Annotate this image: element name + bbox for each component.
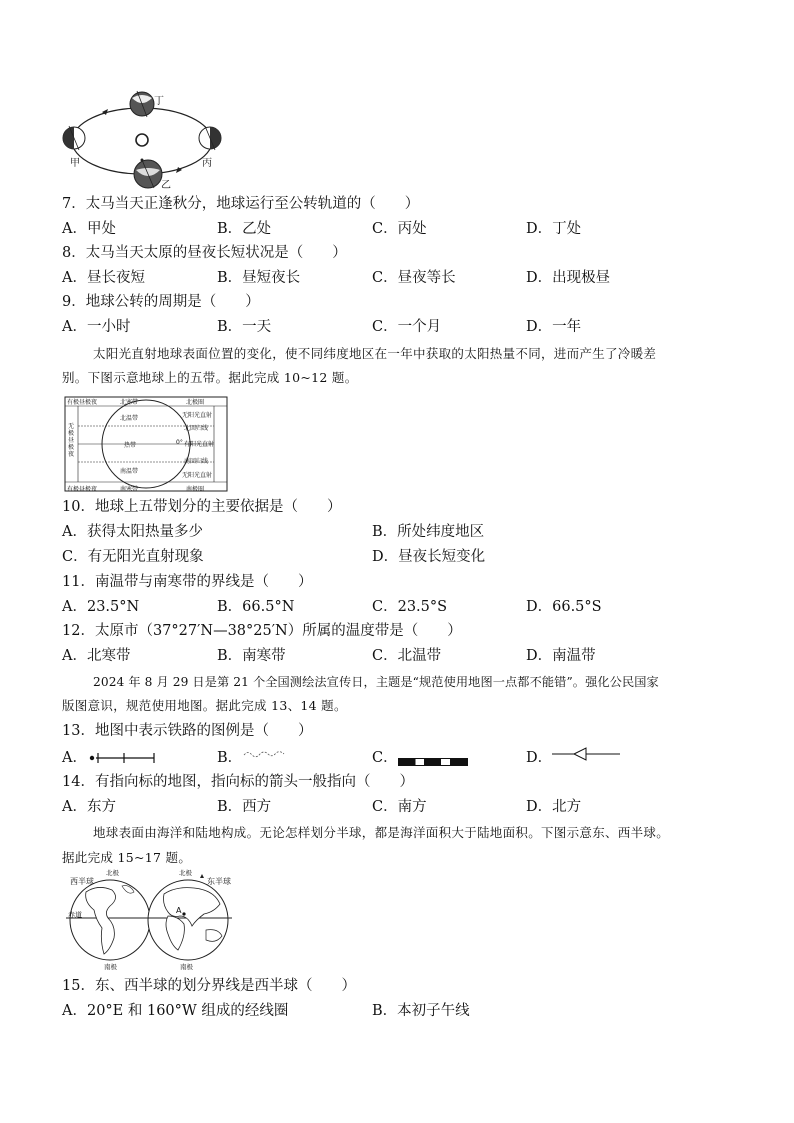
q9-option-c[interactable]: C．一个月 (372, 319, 442, 335)
q12-option-d[interactable]: D．南温带 (526, 648, 596, 664)
zone-antarctic: 南极圈 (186, 486, 205, 493)
q12-stem: 12．太原市（37°27′N—38°25′N）所属的温度带是（ ） (62, 623, 462, 639)
q14-option-c[interactable]: C．南方 (372, 799, 427, 815)
q11-option-c[interactable]: C．23.5°S (372, 599, 448, 615)
orbit-label-yi: 乙 (161, 180, 171, 191)
orbit-label-jia: 甲 (70, 158, 80, 169)
q14-option-d[interactable]: D．北方 (526, 799, 582, 815)
q7-option-c[interactable]: C．丙处 (372, 221, 427, 237)
q14-option-a[interactable]: A．东方 (62, 799, 116, 815)
q8-option-d[interactable]: D．出现极昼 (526, 270, 611, 286)
intro-paragraph-2-line1: 2024 年 8 月 29 日是第 21 个全国测绘法宣传日，主题是“规范使用地图一点都不能错”。强化公民国家 (93, 675, 659, 689)
hemi-south-pole-west: 南极 (104, 963, 117, 971)
zone-north-temperate: 北温带 (120, 415, 139, 422)
zone-tropic-capricorn: 南回归线 (184, 458, 209, 465)
q7-option-d[interactable]: D．丁处 (526, 221, 582, 237)
q8-option-c[interactable]: C．昼夜等长 (372, 270, 456, 286)
q9-stem: 9．地球公转的周期是（ ） (62, 294, 260, 310)
zone-arctic: 北极圈 (186, 399, 205, 406)
legend-c-symbol (398, 752, 468, 771)
hemi-west-label: 西半球 (70, 877, 94, 886)
hemi-east-label: 东半球 (207, 877, 231, 886)
hemi-north-pole-west: 北极 (106, 869, 119, 877)
q13-option-b[interactable]: B． (217, 750, 243, 766)
q9-option-d[interactable]: D．一年 (526, 319, 582, 335)
legend-b-symbol (242, 746, 286, 765)
zone-north-frigid: 北寒带 (120, 399, 139, 406)
q7-option-b[interactable]: B．乙处 (217, 221, 272, 237)
legend-d-symbol (550, 746, 622, 766)
q7-option-a[interactable]: A．甲处 (62, 221, 116, 237)
hemi-south-pole-east: 南极 (180, 963, 193, 971)
q8-stem: 8．太马当天太原的昼夜长短状况是（ ） (62, 245, 347, 261)
q11-option-b[interactable]: B．66.5°N (217, 599, 295, 615)
q15-option-a[interactable]: A．20°E 和 160°W 组成的经线圈 (62, 1003, 289, 1019)
hemi-equator-label: 赤道 (68, 911, 82, 919)
q13-option-c[interactable]: C． (372, 750, 398, 766)
intro-paragraph-3-line2: 据此完成 15~17 题。 (62, 850, 192, 865)
q9-option-b[interactable]: B．一天 (217, 319, 272, 335)
orbit-label-bing: 丙 (202, 158, 212, 169)
q12-option-c[interactable]: C．北温带 (372, 648, 442, 664)
q10-option-b[interactable]: B．所处纬度地区 (372, 524, 485, 540)
q10-stem: 10．地球上五带划分的主要依据是（ ） (62, 499, 342, 515)
intro-paragraph-2-line2: 版图意识，规范使用地图。据此完成 13、14 题。 (62, 698, 347, 713)
zone-south-temperate: 南温带 (120, 468, 139, 475)
q13-option-a[interactable]: A． (62, 750, 87, 766)
q15-stem: 15．东、西半球的划分界线是西半球（ ） (62, 978, 356, 994)
q14-option-b[interactable]: B．西方 (217, 799, 272, 815)
q11-stem: 11．南温带与南寒带的界线是（ ） (62, 574, 313, 590)
q14-stem: 14．有指向标的地图，指向标的箭头一般指向（ ） (62, 774, 414, 790)
q12-option-a[interactable]: A．北寒带 (62, 648, 131, 664)
q8-option-a[interactable]: A．昼长夜短 (62, 270, 145, 286)
zone-side: 无极昼极夜 (68, 423, 75, 458)
q10-option-d[interactable]: D．昼夜长短变化 (372, 549, 486, 565)
hemi-point-a: A (176, 906, 182, 915)
zone-south-frigid: 南寒带 (120, 486, 139, 493)
q11-option-d[interactable]: D．66.5°S (526, 599, 602, 615)
zone-bottom-left: 有极昼极夜 (67, 486, 98, 493)
orbit-figure (62, 86, 232, 194)
intro-paragraph-3-line1: 地球表面由海洋和陆地构成。无论怎样划分半球，都是海洋面积大于陆地面积。下图示意东、西半球。 (93, 825, 670, 840)
q15-option-b[interactable]: B．本初子午线 (372, 1003, 470, 1019)
q10-option-c[interactable]: C．有无阳光直射现象 (62, 549, 204, 565)
zone-equator: 0° (176, 439, 183, 446)
zone-tropic: 热带 (124, 442, 137, 449)
q10-option-a[interactable]: A．获得太阳热量多少 (62, 524, 203, 540)
zone-no-direct-s: 无阳光直射 (182, 472, 213, 479)
intro-paragraph-1-line1: 太阳光直射地球表面位置的变化，使不同纬度地区在一年中获取的太阳热量不同，进而产生了冷暖差 (93, 346, 657, 361)
legend-a-symbol (88, 750, 158, 769)
q7-stem: 7．太马当天正逢秋分，地球运行至公转轨道的（ ） (62, 196, 420, 212)
q13-stem: 13．地图中表示铁路的图例是（ ） (62, 723, 313, 739)
q13-option-d[interactable]: D． (526, 750, 553, 766)
q12-option-b[interactable]: B．南寒带 (217, 648, 286, 664)
orbit-label-ding: 丁 (154, 96, 164, 107)
zone-tropic-cancer: 北回归线 (184, 425, 209, 432)
q8-option-b[interactable]: B．昼短夜长 (217, 270, 301, 286)
zone-direct: 有阳光直射 (184, 441, 215, 448)
zone-no-direct-n: 无阳光直射 (182, 412, 213, 419)
q11-option-a[interactable]: A．23.5°N (62, 599, 140, 615)
q9-option-a[interactable]: A．一小时 (62, 319, 131, 335)
zone-top-left: 有极昼极夜 (67, 399, 98, 406)
intro-paragraph-1-line2: 别。下图示意地球上的五带。据此完成 10~12 题。 (62, 370, 358, 385)
hemi-north-pole-east: 北极 (179, 869, 192, 877)
